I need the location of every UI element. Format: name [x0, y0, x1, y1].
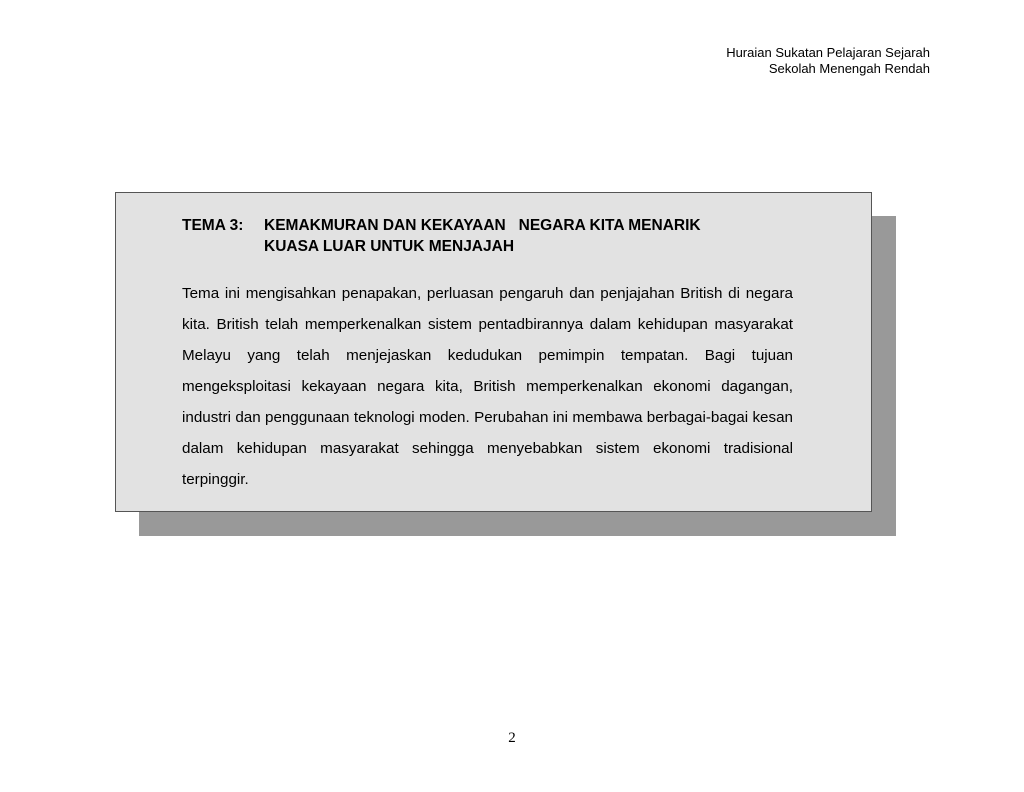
theme-description: Tema ini mengisahkan penapakan, perluasan pengaruh dan penjajahan British di negara kita. British telah memperkenalkan sistem pentadbirannya dalam kehidupan masyarakat Melayu yang telah menjejaskan kedudukan pemimpin tempatan. Bagi tujuan mengeksploitasi kekayaan negara kita, British memperkenalkan ekonomi dagangan, industri dan penggunaan teknologi moden. Perubahan ini membawa berbagai-bagai kesan dalam kehidupan masyarakat sehingga menyebabkan sistem ekonomi tradisional terpinggir.: [182, 285, 793, 488]
header-title: Huraian Sukatan Pelajaran Sejarah: [726, 45, 930, 60]
header-subtitle: Sekolah Menengah Rendah: [768, 61, 930, 76]
theme-label-spacer: [182, 236, 264, 257]
theme-box: [115, 192, 872, 512]
theme-title: [182, 215, 802, 257]
theme-title-line1: KEMAKMURAN DAN KEKAYAAN NEGARA KITA MENARIK: [264, 217, 701, 234]
page-number: 2: [508, 730, 516, 746]
page-header: [726, 45, 930, 77]
theme-title-line2: KUASA LUAR UNTUK MENJAJAH: [264, 238, 515, 255]
theme-label: TEMA 3:: [182, 217, 244, 234]
